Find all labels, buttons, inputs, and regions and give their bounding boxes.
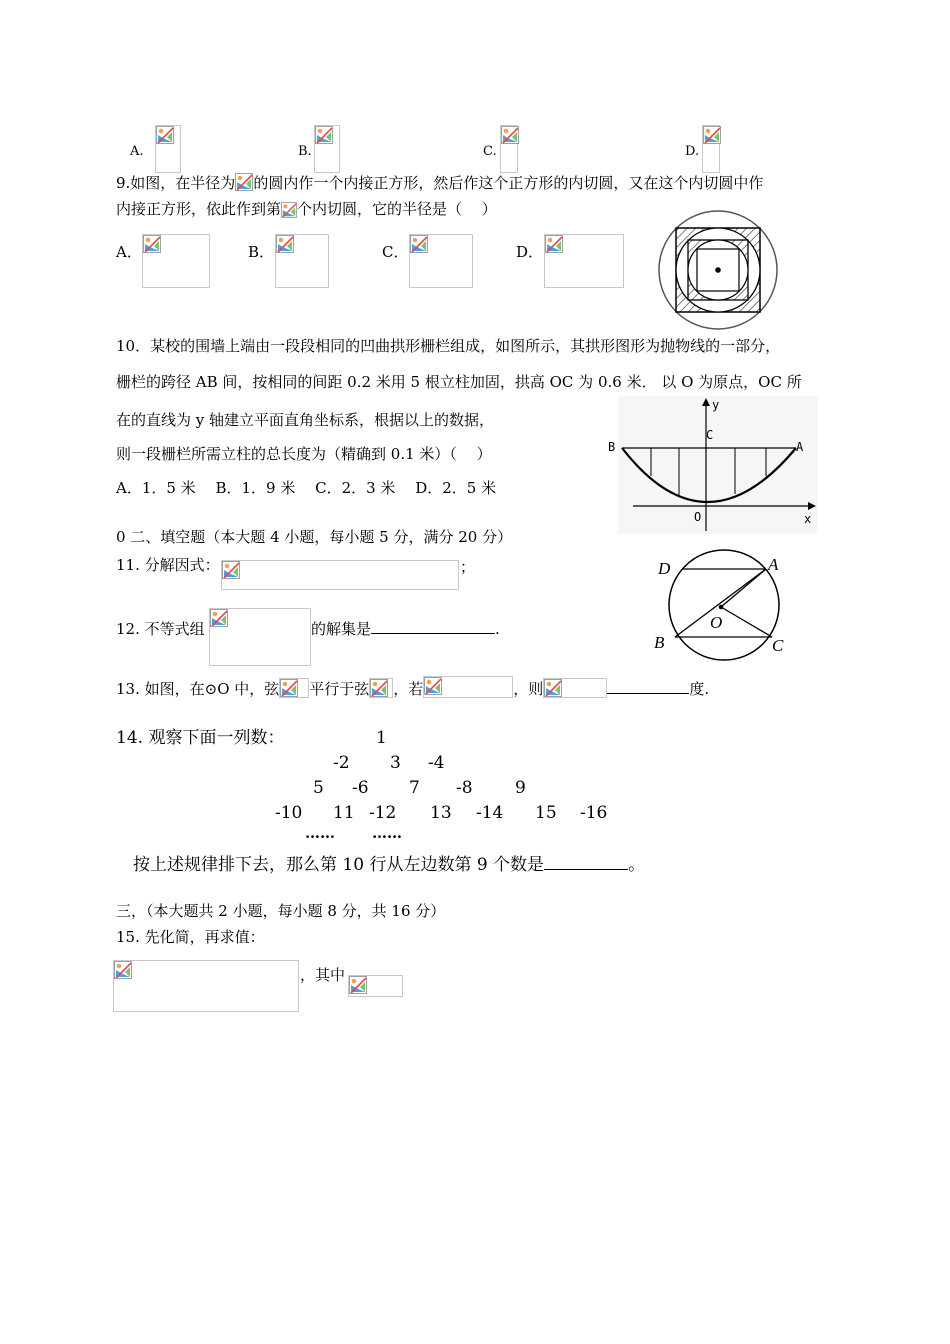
circle-label-o: O [710,613,723,632]
q12-text: 12. 不等式组 [116,620,205,638]
q13-chord1-image [279,678,309,698]
q14-row2-item: -2 [333,753,350,773]
q15-expression-image [113,960,299,1012]
q9-option-d-image [544,234,624,288]
q14-row3-item: 9 [515,778,526,798]
q11-text: 11. 分解因式： [116,556,220,574]
q13-line: 13. 如图，在⊙O 中，弦 平行于弦 ，若 ，则 度. [116,676,709,699]
q10-line2: 栅栏的跨径 AB 间，按相同的间距 0.2 米用 5 根立柱加固，拱高 OC 为 0.6 米． 以 O 为原点，OC 所 [116,373,802,391]
q9-nested-figure [656,208,780,332]
q14-row3-item: 7 [409,778,420,798]
q9-option-b-image [275,234,329,288]
q10-line1: 10．某校的围墙上端由一段段相同的凹曲拱形栅栏组成，如图所示，其拱形图形为抛物线的一部分， [116,337,781,355]
q14-text: 14. 观察下面一列数： [116,728,285,748]
q14-row4-item: -16 [580,803,608,823]
circle-label-d: D [658,559,671,578]
q10-label-x: x [804,512,812,526]
q12-suffix: 的解集是 . [311,620,500,638]
q9-option-c: C． [382,243,409,261]
q14-row4-item: 15 [535,803,557,823]
q10-label-b: B [608,440,616,454]
q8-option-c: C. [483,144,497,159]
q9-option-d: D． [516,243,544,261]
q14-row3-item: -8 [456,778,473,798]
q9-option-b: B． [248,243,275,261]
q8-option-d: D. [685,144,700,159]
circle-label-b: B [654,633,665,652]
q10-label-a: A [796,440,804,454]
q14-row3-item: -6 [352,778,369,798]
section3-heading: 三，（本大题共 2 小题，每小题 8 分，共 16 分） [116,902,446,920]
q10-label-o: O [694,510,702,524]
q13-circle-figure [648,548,798,666]
circle-label-c: C [772,636,784,655]
q15-mid: ，其中 [300,966,346,984]
q10-line4: 则一段栅栏所需立柱的总长度为（精确到 0.1 米）（ ） [116,445,492,463]
q9-radius-image [235,173,253,191]
q9-option-a: A． [116,243,142,261]
q13-chord2-image [369,678,393,698]
q11-formula-image [221,560,459,590]
q10-label-c: C [706,428,714,442]
q9-n-image [281,201,297,219]
q10-fence-figure [608,396,818,534]
q8-option-a: A. [130,144,144,159]
q15-value-image [348,975,403,997]
q9-option-c-image [409,234,473,288]
q8-option-b: B. [298,144,312,159]
q8-option-a-image [155,125,181,173]
q8-option-b-image [314,125,340,173]
q10-line3: 在的直线为 y 轴建立平面直角坐标系，根据以上的数据， [116,411,495,429]
q14-row3-item: 5 [313,778,324,798]
q14-row2-item: -4 [428,753,445,773]
q14-dots: …… [372,824,402,842]
q14-row2-item: 3 [390,753,401,773]
q12-answer-blank[interactable] [371,619,495,634]
q14-row1-item: 1 [376,728,387,748]
q14-row4-item: -10 [275,803,303,823]
q11-end: ； [460,558,476,576]
q12-inequality-image [209,608,311,666]
q14-row4-item: 11 [333,803,355,823]
q9-option-a-image [142,234,210,288]
q9-line1: 9.如图，在半径为 的圆内作一个内接正方形，然后作这个正方形的内切圆，又在这个内切圆中作 [116,174,764,192]
q9-line2: 内接正方形，依此作到第 个内切圆，它的半径是（ ） [116,200,497,218]
q8-option-c-image [500,125,518,173]
q10-options: A．1．5 米 B．1．9 米 C．2．3 米 D．2．5 米 [116,479,497,497]
q13-answer-blank[interactable] [607,679,689,694]
q13-angle-image [543,678,607,698]
q10-label-y: y [712,398,720,412]
circle-label-a: A [768,555,779,574]
q8-option-d-image [702,125,720,173]
q14-row4-item: -14 [476,803,504,823]
q14-answer-blank[interactable] [544,852,628,870]
q14-row4-item: 13 [430,803,452,823]
q15-text: 15. 先化简，再求值： [116,928,265,946]
section2-heading: 0 二、填空题（本大题 4 小题，每小题 5 分，满分 20 分） [116,528,513,546]
q14-row4-item: -12 [369,803,397,823]
q14-dots: …… [305,824,335,842]
q14-question: 按上述规律排下去，那么第 10 行从左边数第 9 个数是 。 [133,852,645,876]
q13-condition-image [423,676,513,698]
